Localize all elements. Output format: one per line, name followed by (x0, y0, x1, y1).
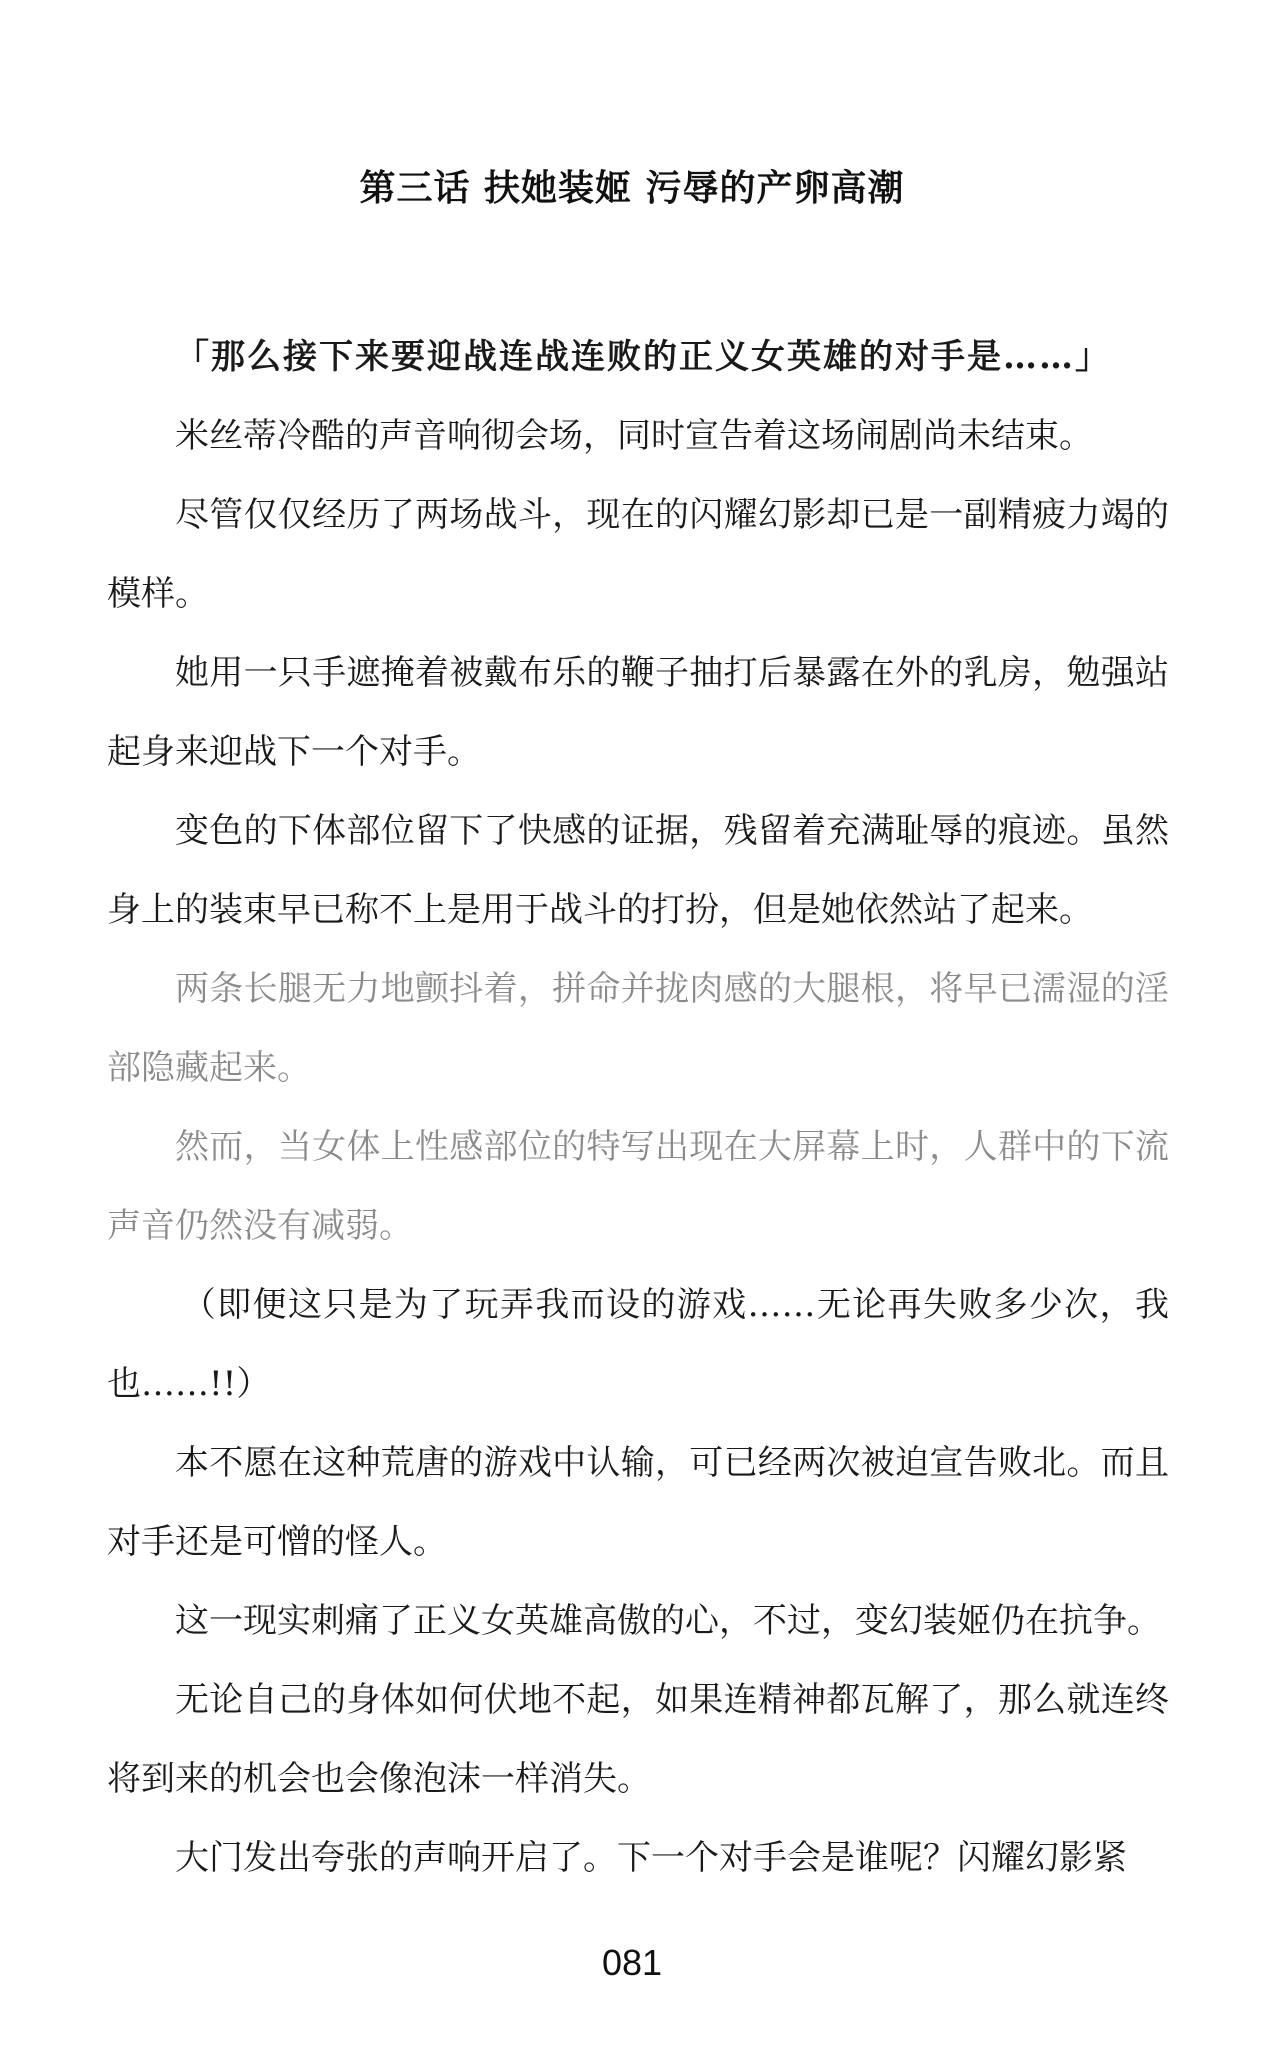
paragraph: 两条长腿无力地颤抖着，拼命并拢肉感的大腿根，将早已濡湿的淫部隐藏起来。 (107, 969, 1169, 1088)
paragraph: 尽管仅仅经历了两场战斗，现在的闪耀幻影却已是一副精疲力竭的模样。 (107, 495, 1169, 614)
page-number: 081 (601, 1942, 663, 1983)
paragraph: 无论自己的身体如何伏地不起，如果连精神都瓦解了，那么就连终将到来的机会也会像泡沫一样消失。 (107, 1680, 1169, 1799)
body-text (107, 318, 1169, 1898)
dialogue-paragraph: 「那么接下来要迎战连战连败的正义女英雄的对手是……」 (175, 337, 1111, 377)
thought-paragraph: （即便这只是为了玩弄我而设的游戏……无论再失败多少次，我也……!!） (107, 1285, 1169, 1404)
paragraph: 本不愿在这种荒唐的游戏中认输，可已经两次被迫宣告败北。而且对手还是可憎的怪人。 (107, 1443, 1169, 1562)
paragraph: 这一现实刺痛了正义女英雄高傲的心，不过，变幻装姬仍在抗争。 (175, 1601, 1161, 1641)
paragraph: 大门发出夸张的声响开启了。下一个对手会是谁呢？闪耀幻影紧 (175, 1838, 1127, 1878)
paragraph: 米丝蒂冷酷的声音响彻会场，同时宣告着这场闹剧尚未结束。 (175, 416, 1093, 456)
paragraph: 她用一只手遮掩着被戴布乐的鞭子抽打后暴露在外的乳房，勉强站起身来迎战下一个对手。 (107, 653, 1169, 772)
paragraph: 然而，当女体上性感部位的特写出现在大屏幕上时，人群中的下流声音仍然没有减弱。 (107, 1127, 1169, 1246)
chapter-title: 第三话 扶她装姬 污辱的产卵高潮 (359, 168, 905, 209)
paragraph: 变色的下体部位留下了快感的证据，残留着充满耻辱的痕迹。虽然身上的装束早已称不上是用于战斗的打扮，但是她依然站了起来。 (107, 811, 1169, 930)
